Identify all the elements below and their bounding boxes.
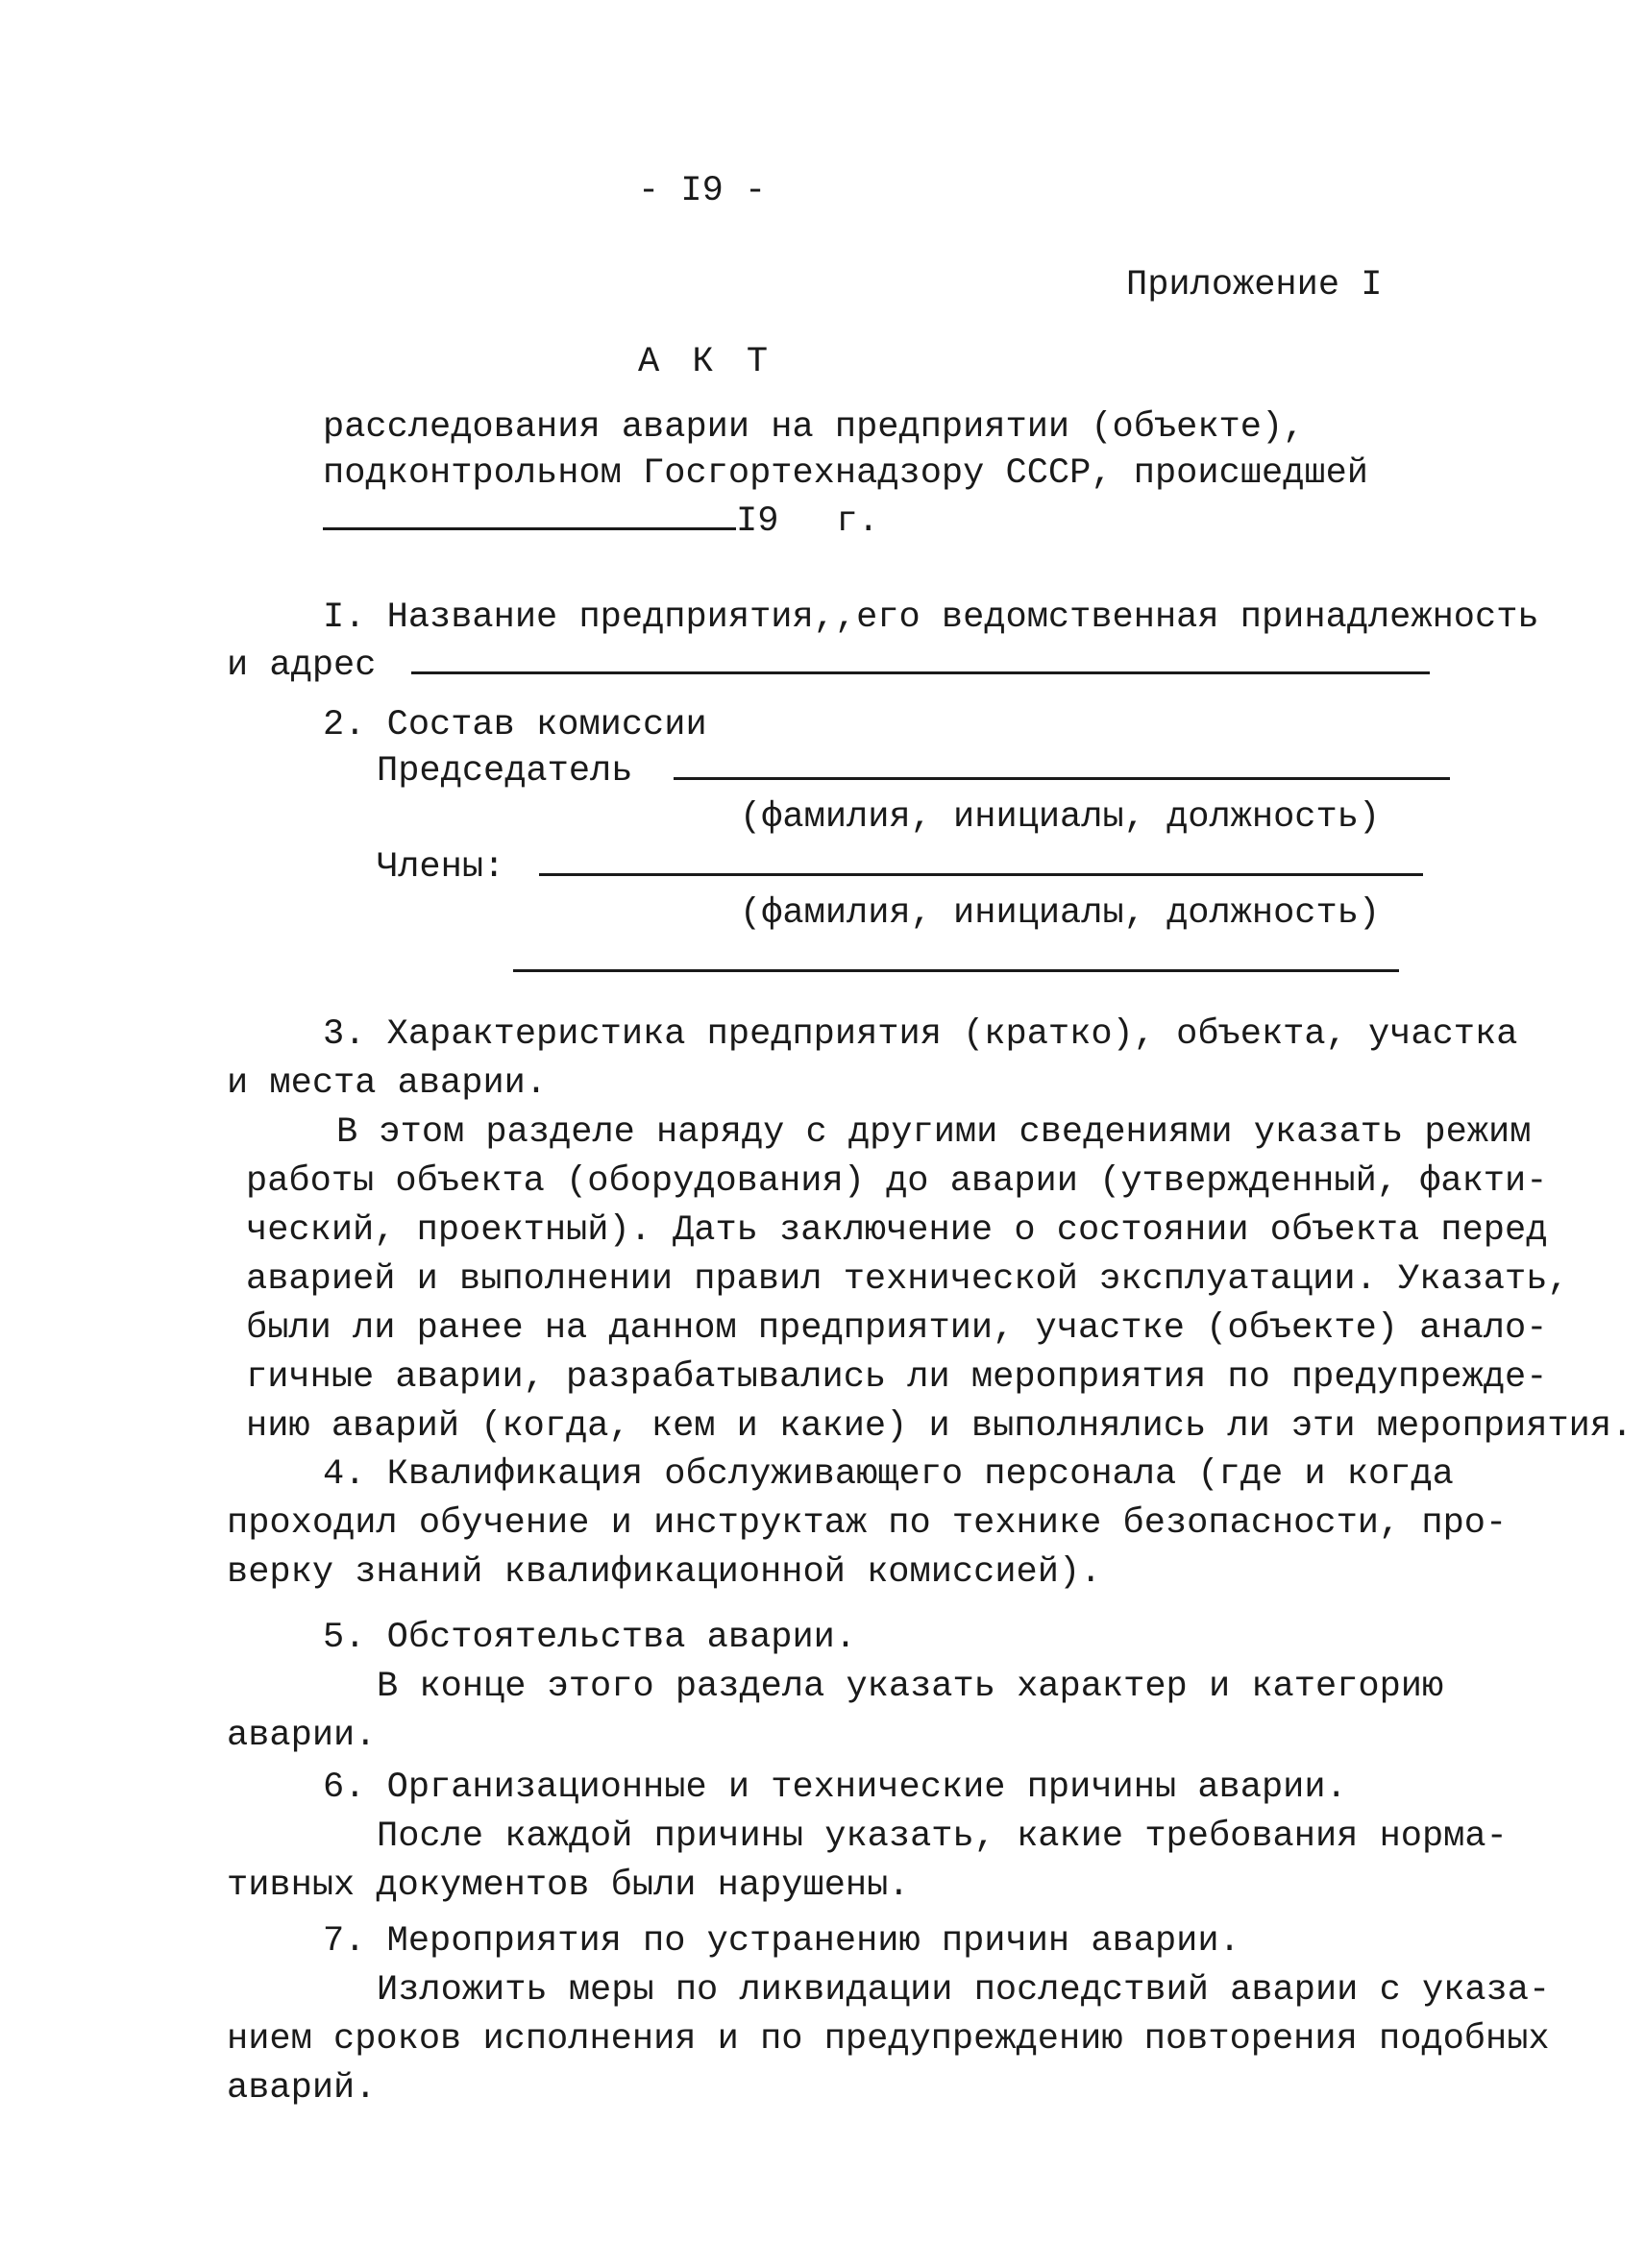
members-label: Члены: — [377, 847, 505, 888]
year-suffix: г. — [836, 501, 879, 542]
item-5-line: В конце этого раздела указать характер и категорию — [377, 1667, 1444, 1707]
members-hint: (фамилия, инициалы, должность) — [740, 893, 1381, 934]
item-3-line: и места аварии. — [227, 1063, 548, 1104]
item-3-line: аварией и выполнении правил технической эксплуатации. Указать, — [246, 1259, 1569, 1300]
item-7-line: 7. Мероприятия по устранению причин аварии. — [323, 1921, 1240, 1962]
date-blank[interactable] — [323, 527, 736, 530]
item-5-line: 5. Обстоятельства аварии. — [323, 1618, 857, 1658]
item-3-line: гичные аварии, разрабатывались ли мероприятия по предупрежде- — [246, 1357, 1548, 1398]
item-4-line: 4. Квалификация обслуживающего персонала (где и когда — [323, 1454, 1454, 1495]
act-subtitle-line-2: подконтрольном Госгортехнадзору СССР, происшедшей — [323, 453, 1368, 494]
act-subtitle-line-1: расследования аварии на предприятии (объекте), — [323, 407, 1305, 448]
year-prefix: I9 — [736, 501, 779, 542]
item-4 — [227, 1451, 1507, 1597]
item-7-line: аварий. — [227, 2068, 377, 2109]
item-4-line: верку знаний квалификационной комиссией). — [227, 1552, 1102, 1593]
page-number: - I9 - — [638, 171, 767, 211]
chairman-hint: (фамилия, инициалы, должность) — [740, 797, 1381, 838]
chairman-blank[interactable] — [674, 777, 1450, 780]
members-blank[interactable] — [539, 873, 1423, 876]
item-7-line: Изложить меры по ликвидации последствий аварии с указа- — [377, 1970, 1551, 2011]
item-3 — [227, 1011, 1633, 1451]
item-3-line: ческий, проектный). Дать заключение о состоянии объекта перед — [246, 1210, 1548, 1251]
appendix-label: Приложение I — [1126, 265, 1383, 305]
item-6 — [227, 1764, 1508, 1911]
act-date-line — [323, 498, 879, 547]
item-1-line-2 — [227, 642, 1430, 691]
address-blank[interactable] — [411, 671, 1430, 674]
item-5-line: аварии. — [227, 1716, 377, 1756]
item-7-line: нием сроков исполнения и по предупреждению повторения подобных — [227, 2019, 1550, 2060]
chairman-row — [377, 747, 1450, 796]
item-3-line: были ли ранее на данном предприятии, участке (объекте) анало- — [246, 1308, 1548, 1349]
item-4-line: проходил обучение и инструктаж по технике безопасности, про- — [227, 1503, 1508, 1544]
members-extra-row — [513, 939, 1399, 988]
act-title: А К Т — [638, 342, 774, 382]
item-6-line: 6. Организационные и технические причины аварии. — [323, 1768, 1347, 1808]
item-3-line: работы объекта (оборудования) до аварии (утвержденный, факти- — [246, 1161, 1548, 1202]
address-label: и адрес — [227, 646, 377, 686]
members-blank-2[interactable] — [513, 969, 1399, 972]
item-3-line: нию аварий (когда, кем и какие) и выполнялись ли эти мероприятия. — [246, 1406, 1633, 1447]
item-2-heading: 2. Состав комиссии — [323, 705, 707, 745]
members-row — [377, 843, 1423, 892]
item-3-line: 3. Характеристика предприятия (кратко), объекта, участка — [323, 1014, 1518, 1055]
item-6-line: После каждой причины указать, какие требования норма- — [377, 1817, 1508, 1857]
item-6-line: тивных документов были нарушены. — [227, 1866, 910, 1906]
item-3-line: В этом разделе наряду с другими сведениями указать режим — [336, 1112, 1532, 1153]
chairman-label: Председатель — [377, 751, 633, 792]
item-1-line-1: I. Название предприятия,,его ведомственная принадлежность — [323, 597, 1539, 638]
item-7 — [227, 1917, 1550, 2113]
item-5 — [227, 1614, 1443, 1761]
